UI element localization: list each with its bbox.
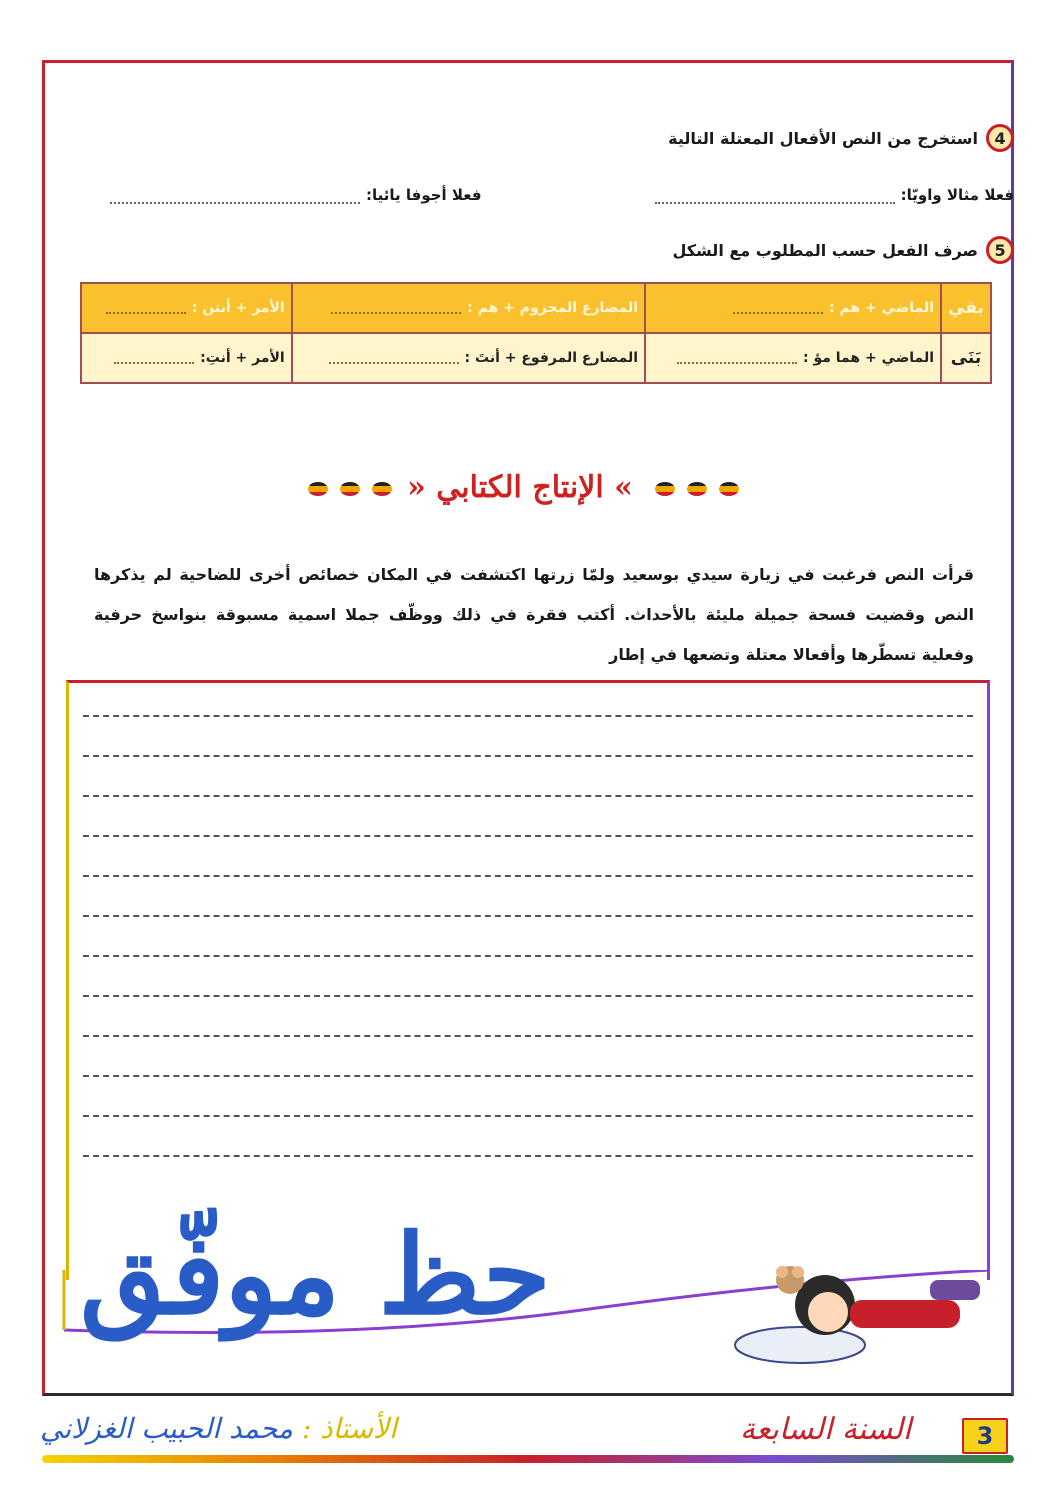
verb-cell: بَنَى <box>941 333 991 383</box>
ruled-line <box>83 915 973 917</box>
answer-blank[interactable] <box>733 302 823 314</box>
table-cell[interactable] <box>645 333 941 383</box>
exercise-4-prompt-line <box>668 124 1014 152</box>
answer-blank[interactable] <box>114 352 194 364</box>
exercise-5-prompt: صرف الفعل حسب المطلوب مع الشكل <box>672 240 978 260</box>
table-cell[interactable] <box>292 333 645 383</box>
ruled-line <box>83 995 973 997</box>
bead-ornament <box>655 482 675 496</box>
ruled-line <box>83 875 973 877</box>
ruled-line <box>83 1155 973 1157</box>
writing-instructions: قرأت النص فرغبت في زيارة سيدي بوسعيد ولمّا زرتها اكتشفت في المكان خصائص أخرى للضاحية لم يذكرها النص وقضيت فسحة جميلة مليئة بالأحداث. أكتب فقرة في ذلك ووظّف جملا اسمية مسبوقة بنواسخ حرفية وفعلية تسطّرها وأفعالا معتلة وتضعها في إطار <box>94 565 974 664</box>
teacher-name: محمد الحبيب الغزلاني <box>40 1412 293 1445</box>
ruled-line <box>83 755 973 757</box>
answer-label-mithal: فعلا مثالا واويّا: <box>900 186 1014 204</box>
good-luck-calligraphy <box>80 1210 551 1339</box>
exercise-4-prompt: استخرج من النص الأفعال المعتلة التالية <box>668 128 978 148</box>
ruled-line <box>83 835 973 837</box>
cell-label: الأمر + أنتِ: <box>200 350 285 366</box>
cell-label: المضارع المرفوع + أنتَ : <box>464 350 639 366</box>
answer-blank[interactable] <box>331 302 461 314</box>
exercise-4-number: 4 <box>986 124 1014 152</box>
answer-field-ajwaf[interactable] <box>110 186 482 204</box>
ruled-line <box>83 795 973 797</box>
school-year: السنة السابعة <box>740 1412 912 1447</box>
teacher-credit <box>40 1412 397 1445</box>
good-luck-text: حظ موفّق <box>80 1210 551 1339</box>
bead-ornament <box>687 482 707 496</box>
table-cell[interactable] <box>292 283 645 333</box>
table-row <box>81 333 991 383</box>
ruled-line <box>83 1075 973 1077</box>
answer-label-ajwaf: فعلا أجوفا يائيا: <box>366 186 482 204</box>
conjugation-table <box>80 282 992 384</box>
cell-label: المضارع المجزوم + هم : <box>467 300 639 316</box>
table-row <box>81 283 991 333</box>
ruled-line <box>83 1035 973 1037</box>
title-ornament-right <box>655 482 739 496</box>
answer-blank[interactable] <box>106 302 186 314</box>
ruled-line <box>83 1115 973 1117</box>
answer-blank[interactable] <box>329 352 459 364</box>
exercise-4-answers <box>110 186 1014 204</box>
ruled-line <box>83 715 973 717</box>
cell-label: الأمر + أنتن : <box>191 300 285 316</box>
table-cell[interactable] <box>81 333 292 383</box>
section-title: » الإنتاج الكتابي « <box>407 470 633 505</box>
ruled-line <box>83 955 973 957</box>
exercise-5-prompt-line <box>672 236 1014 264</box>
verb-cell: بقي <box>941 283 991 333</box>
cell-label: الماضي + هما مؤ : <box>802 350 934 366</box>
exercise-5-number: 5 <box>986 236 1014 264</box>
answer-field-mithal[interactable] <box>655 186 1014 204</box>
page-number: 3 <box>962 1418 1008 1454</box>
footer-rule <box>42 1455 1014 1463</box>
teacher-label: الأستاذ : <box>301 1412 397 1445</box>
answer-blank[interactable] <box>677 352 797 364</box>
answer-blank-ajwaf[interactable] <box>110 192 360 204</box>
cell-label: الماضي + هم : <box>828 300 934 316</box>
writing-area[interactable] <box>66 680 990 1280</box>
table-cell[interactable] <box>81 283 292 333</box>
reading-child-illustration <box>730 1250 1000 1370</box>
table-cell[interactable] <box>645 283 941 333</box>
answer-blank-mithal[interactable] <box>655 192 895 204</box>
bead-ornament <box>719 482 739 496</box>
